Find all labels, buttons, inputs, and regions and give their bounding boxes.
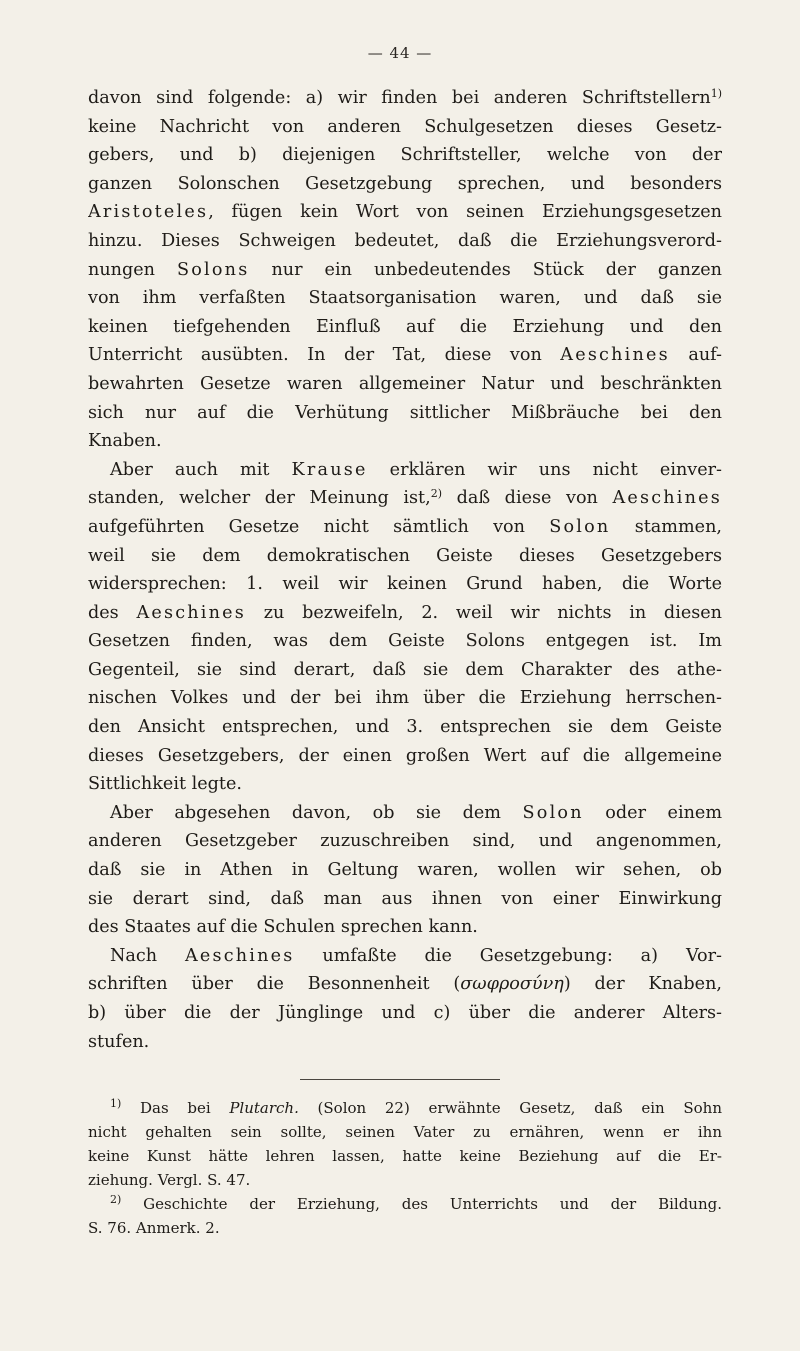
paragraph-line [88,113,722,142]
text-run: Sittlichkeit legte. [88,774,242,795]
footnote-line [88,1120,722,1144]
text-run: zu bezweifeln, 2. weil wir nichts in diesen [246,602,722,623]
paragraph-line [88,198,722,227]
paragraph-line [88,84,722,113]
main-text [88,84,722,1056]
text-run: hinzu. Dieses Schweigen bedeutet, daß die Erziehungsverord- [88,230,722,251]
text-run: nur ein unbedeutendes Stück der ganzen [249,259,722,280]
text-run: stammen, [610,516,722,537]
page-number: — 44 — [367,44,433,62]
text-run: ziehung. Vergl. S. 47. [88,1171,251,1189]
text-run: Knaben. [88,431,162,452]
italic-text: σωφροσύνη [460,974,564,995]
paragraph-line [88,684,722,713]
footnotes [88,1096,722,1240]
text-run: b) über die der Jünglinge und c) über die anderer Alters- [88,1003,722,1023]
spaced-name: Aeschines [136,602,246,623]
paragraph-line [88,513,722,542]
footnote-separator [300,1079,500,1080]
footnote-line [88,1216,722,1240]
paragraph-line [88,399,722,428]
footnote-marker: 1) [710,87,722,100]
text-run: nischen Volkes und der bei ihm über die Erziehung herrschen- [88,688,722,709]
footnote-line [88,1168,722,1192]
paragraph-line [88,656,722,685]
paragraph-line [88,913,722,942]
footnote-marker: 2) [110,1193,122,1206]
text-run: Gesetzen finden, was dem Geiste Solons entgegen ist. Im [88,631,722,652]
footnote-marker: 2) [430,487,442,501]
footnote-line [88,1192,722,1216]
text-run: Geschichte der Erziehung, des Unterrichts und der Bildung. [121,1195,722,1213]
paragraph-line [88,284,722,313]
text-run: keinen tiefgehenden Einfluß auf die Erziehung und den [88,316,722,337]
paragraph-line [88,999,722,1028]
spaced-name: Aeschines [612,488,722,509]
paragraph-line [88,799,722,828]
text-run: daß sie in Athen in Geltung waren, wollen wir sehen, ob [88,860,722,881]
paragraph-line [88,313,722,342]
text-run: Nach [110,945,185,966]
paragraph-line [88,942,722,971]
spaced-name: Aristoteles [88,202,209,223]
text-run: stufen. [88,1031,150,1052]
paragraph-line [88,570,722,599]
text-run: widersprechen: 1. weil wir keinen Grund haben, die Worte [88,574,722,595]
spaced-name: Solons [177,259,250,280]
paragraph-line [88,427,722,456]
paragraph-line [88,1028,722,1057]
text-run: keine Kunst hätte lehren lassen, hatte keine Beziehung auf die Er- [88,1147,722,1165]
text-run: Gegenteil, sie sind derart, daß sie dem Charakter des athe- [88,659,722,680]
paragraph-line [88,713,722,742]
text-run: Unterricht ausübten. In der Tat, diese von [88,345,561,366]
text-run: (Solon 22) erwähnte Gesetz, daß ein Sohn [298,1099,722,1117]
text-run: umfaßte die Gesetzgebung: a) Vor- [294,945,722,966]
text-run: oder einem [583,802,722,823]
footnote-line [88,1144,722,1168]
text-run: des Staates auf die Schulen sprechen kann. [88,917,478,938]
text-run: nungen [88,259,178,280]
text-run: aufgeführten Gesetze nicht sämtlich von [88,516,550,537]
paragraph-line [88,484,722,513]
paragraph-line [88,341,722,370]
text-run: ) der Knaben, [563,974,722,995]
text-run: davon sind folgende: a) wir finden bei anderen Schriftstellern [88,88,711,108]
italic-text: Plutarch. [229,1099,299,1117]
spaced-name: Krause [291,459,368,480]
text-run: ganzen Solonschen Gesetzgebung sprechen, und besonders [88,173,722,194]
paragraph-line [88,742,722,771]
text-run: auf- [669,345,722,366]
text-run: weil sie dem demokratischen Geiste dieses Gesetzgebers [88,545,722,566]
spaced-name: Solon [522,802,584,823]
footnote-marker: 1) [110,1097,122,1110]
paragraph-line [88,370,722,399]
spaced-name: Solon [549,516,611,537]
text-run: Aber auch mit [110,459,292,480]
text-run: Das bei [121,1099,230,1117]
text-run: daß diese von [442,488,613,509]
text-run: sie derart sind, daß man aus ihnen von einer Einwirkung [88,888,722,909]
paragraph-line [88,770,722,799]
text-run: dieses Gesetzgebers, der einen großen Wert auf die allgemeine [88,745,722,766]
text-run: keine Nachricht von anderen Schulgesetzen dieses Gesetz- [88,116,722,137]
text-run: S. 76. Anmerk. 2. [88,1219,220,1237]
text-run: schriften über die Besonnenheit ( [88,974,461,995]
text-run: gebers, und b) diejenigen Schriftsteller, welche von der [88,145,722,166]
paragraph-line [88,456,722,485]
text-run: des [88,602,137,623]
footnote-line [88,1096,722,1120]
paragraph-line [88,856,722,885]
text-run: nicht gehalten sein sollte, seinen Vater zu ernähren, wenn er ihn [88,1123,722,1141]
paragraph-line [88,170,722,199]
paragraph-line [88,627,722,656]
paragraph-line [88,542,722,571]
paragraph-line [88,141,722,170]
text-run: den Ansicht entsprechen, und 3. entsprechen sie dem Geiste [88,717,722,738]
paragraph-line [88,827,722,856]
text-run: sich nur auf die Verhütung sittlicher Mißbräuche bei den [88,402,722,423]
text-run: bewahrten Gesetze waren allgemeiner Natur und beschränkten [88,373,722,394]
paragraph-line [88,970,722,999]
paragraph-line [88,256,722,285]
paragraph-line [88,227,722,256]
paragraph-line [88,885,722,914]
text-run: Aber abgesehen davon, ob sie dem [110,802,523,823]
spaced-name: Aeschines [184,945,295,966]
text-run: anderen Gesetzgeber zuzuschreiben sind, und angenommen, [88,831,722,852]
paragraph-line [88,599,722,628]
spaced-name: Aeschines [560,345,670,366]
text-run: , fügen kein Wort von seinen Erziehungsgesetzen [208,202,722,223]
text-run: standen, welcher der Meinung ist, [88,488,431,509]
text-run: von ihm verfaßten Staatsorganisation waren, und daß sie [88,288,722,309]
text-run: erklären wir uns nicht einver- [367,459,722,480]
